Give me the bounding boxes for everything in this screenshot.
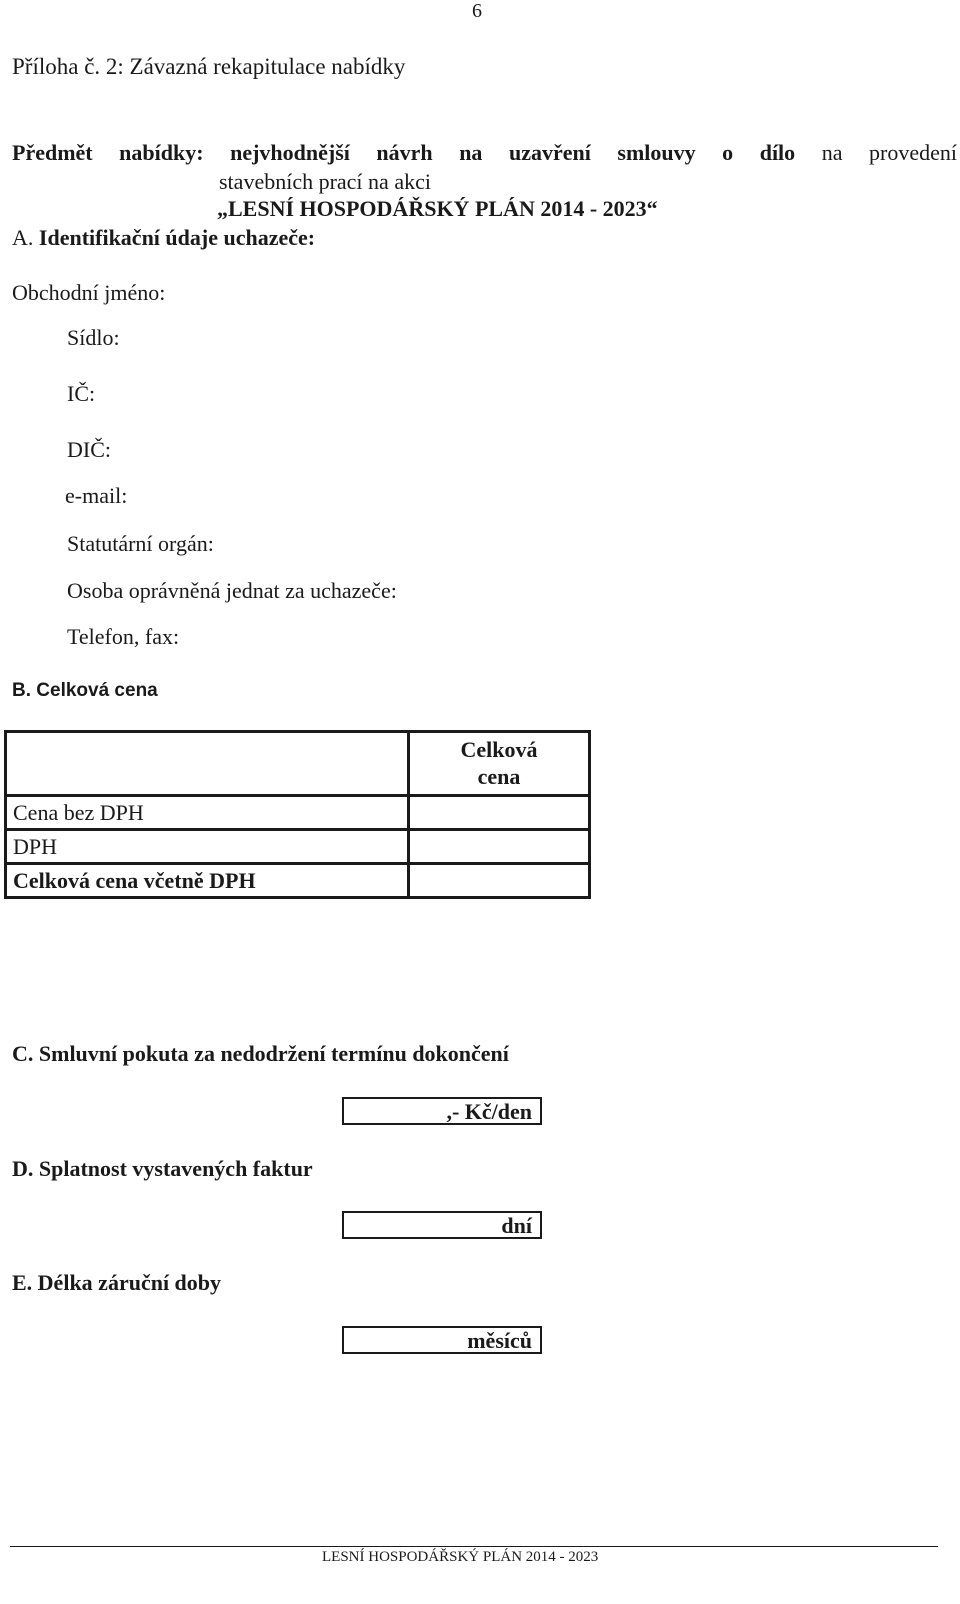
- label-email: e-mail:: [65, 483, 128, 508]
- table-row: [6, 830, 590, 864]
- label-statutory-body: Statutární orgán:: [67, 531, 214, 556]
- section-a-prefix: A.: [12, 225, 34, 250]
- subject-word: o: [722, 140, 734, 165]
- label-seat: Sídlo:: [67, 325, 120, 350]
- table-header-row: [6, 732, 590, 796]
- footer-divider: [10, 1546, 938, 1547]
- section-c-title: C. Smluvní pokuta za nedodržení termínu dokončení: [12, 1041, 509, 1066]
- warranty-input-box[interactable]: [342, 1326, 542, 1354]
- subject-word: uzavření: [508, 140, 591, 165]
- subject-word: nabídky:: [119, 140, 204, 165]
- offer-subject-line2: stavebních prací na akci: [219, 169, 431, 194]
- project-name: „LESNÍ HOSPODÁŘSKÝ PLÁN 2014 - 2023“: [217, 196, 658, 221]
- subject-word: Předmět: [12, 140, 93, 165]
- table-header-total-price: [409, 732, 590, 796]
- table-header-line: Celková: [460, 737, 538, 762]
- subject-word: na: [821, 140, 843, 165]
- offer-subject-line1: [12, 138, 957, 167]
- price-table: [4, 730, 591, 899]
- footer-text: LESNÍ HOSPODÁŘSKÝ PLÁN 2014 - 2023: [322, 1549, 599, 1565]
- subject-word: na: [459, 140, 483, 165]
- section-d-title: D. Splatnost vystavených faktur: [12, 1156, 313, 1181]
- table-header-line: cena: [477, 764, 521, 789]
- page-number: 6: [472, 0, 482, 22]
- offer-subject: [12, 138, 957, 196]
- subject-word: návrh: [376, 140, 433, 165]
- section-b-title: B. Celková cena: [12, 680, 158, 701]
- table-header-empty: [6, 732, 409, 796]
- row-value-price-without-vat[interactable]: [409, 796, 590, 830]
- label-authorized-person: Osoba oprávněná jednat za uchazeče:: [67, 578, 397, 603]
- warranty-unit: měsíců: [467, 1328, 532, 1353]
- label-business-name: Obchodní jméno:: [12, 280, 166, 305]
- row-value-vat[interactable]: [409, 830, 590, 864]
- subject-word: dílo: [759, 140, 796, 165]
- subject-word: nejvhodnější: [230, 140, 350, 165]
- label-ic: IČ:: [67, 381, 96, 406]
- label-dic: DIČ:: [67, 437, 111, 462]
- subject-word: provedení: [869, 140, 957, 165]
- label-phone-fax: Telefon, fax:: [67, 624, 180, 649]
- subject-word: smlouvy: [617, 140, 696, 165]
- row-label-vat: DPH: [6, 830, 409, 864]
- section-a-title: [12, 225, 315, 251]
- table-row: [6, 796, 590, 830]
- row-label-total-with-vat: Celková cena včetně DPH: [6, 864, 409, 898]
- section-e-title: E. Délka záruční doby: [12, 1270, 222, 1295]
- row-value-total-with-vat[interactable]: [409, 864, 590, 898]
- section-a-heading: Identifikační údaje uchazeče:: [38, 225, 316, 250]
- table-row: [6, 864, 590, 898]
- row-label-price-without-vat: Cena bez DPH: [6, 796, 409, 830]
- annex-title: Příloha č. 2: Závazná rekapitulace nabídky: [12, 54, 406, 79]
- invoice-due-unit: dní: [501, 1213, 532, 1238]
- penalty-input-box[interactable]: [342, 1097, 542, 1125]
- penalty-unit: ,- Kč/den: [446, 1099, 532, 1124]
- invoice-due-input-box[interactable]: [342, 1211, 542, 1239]
